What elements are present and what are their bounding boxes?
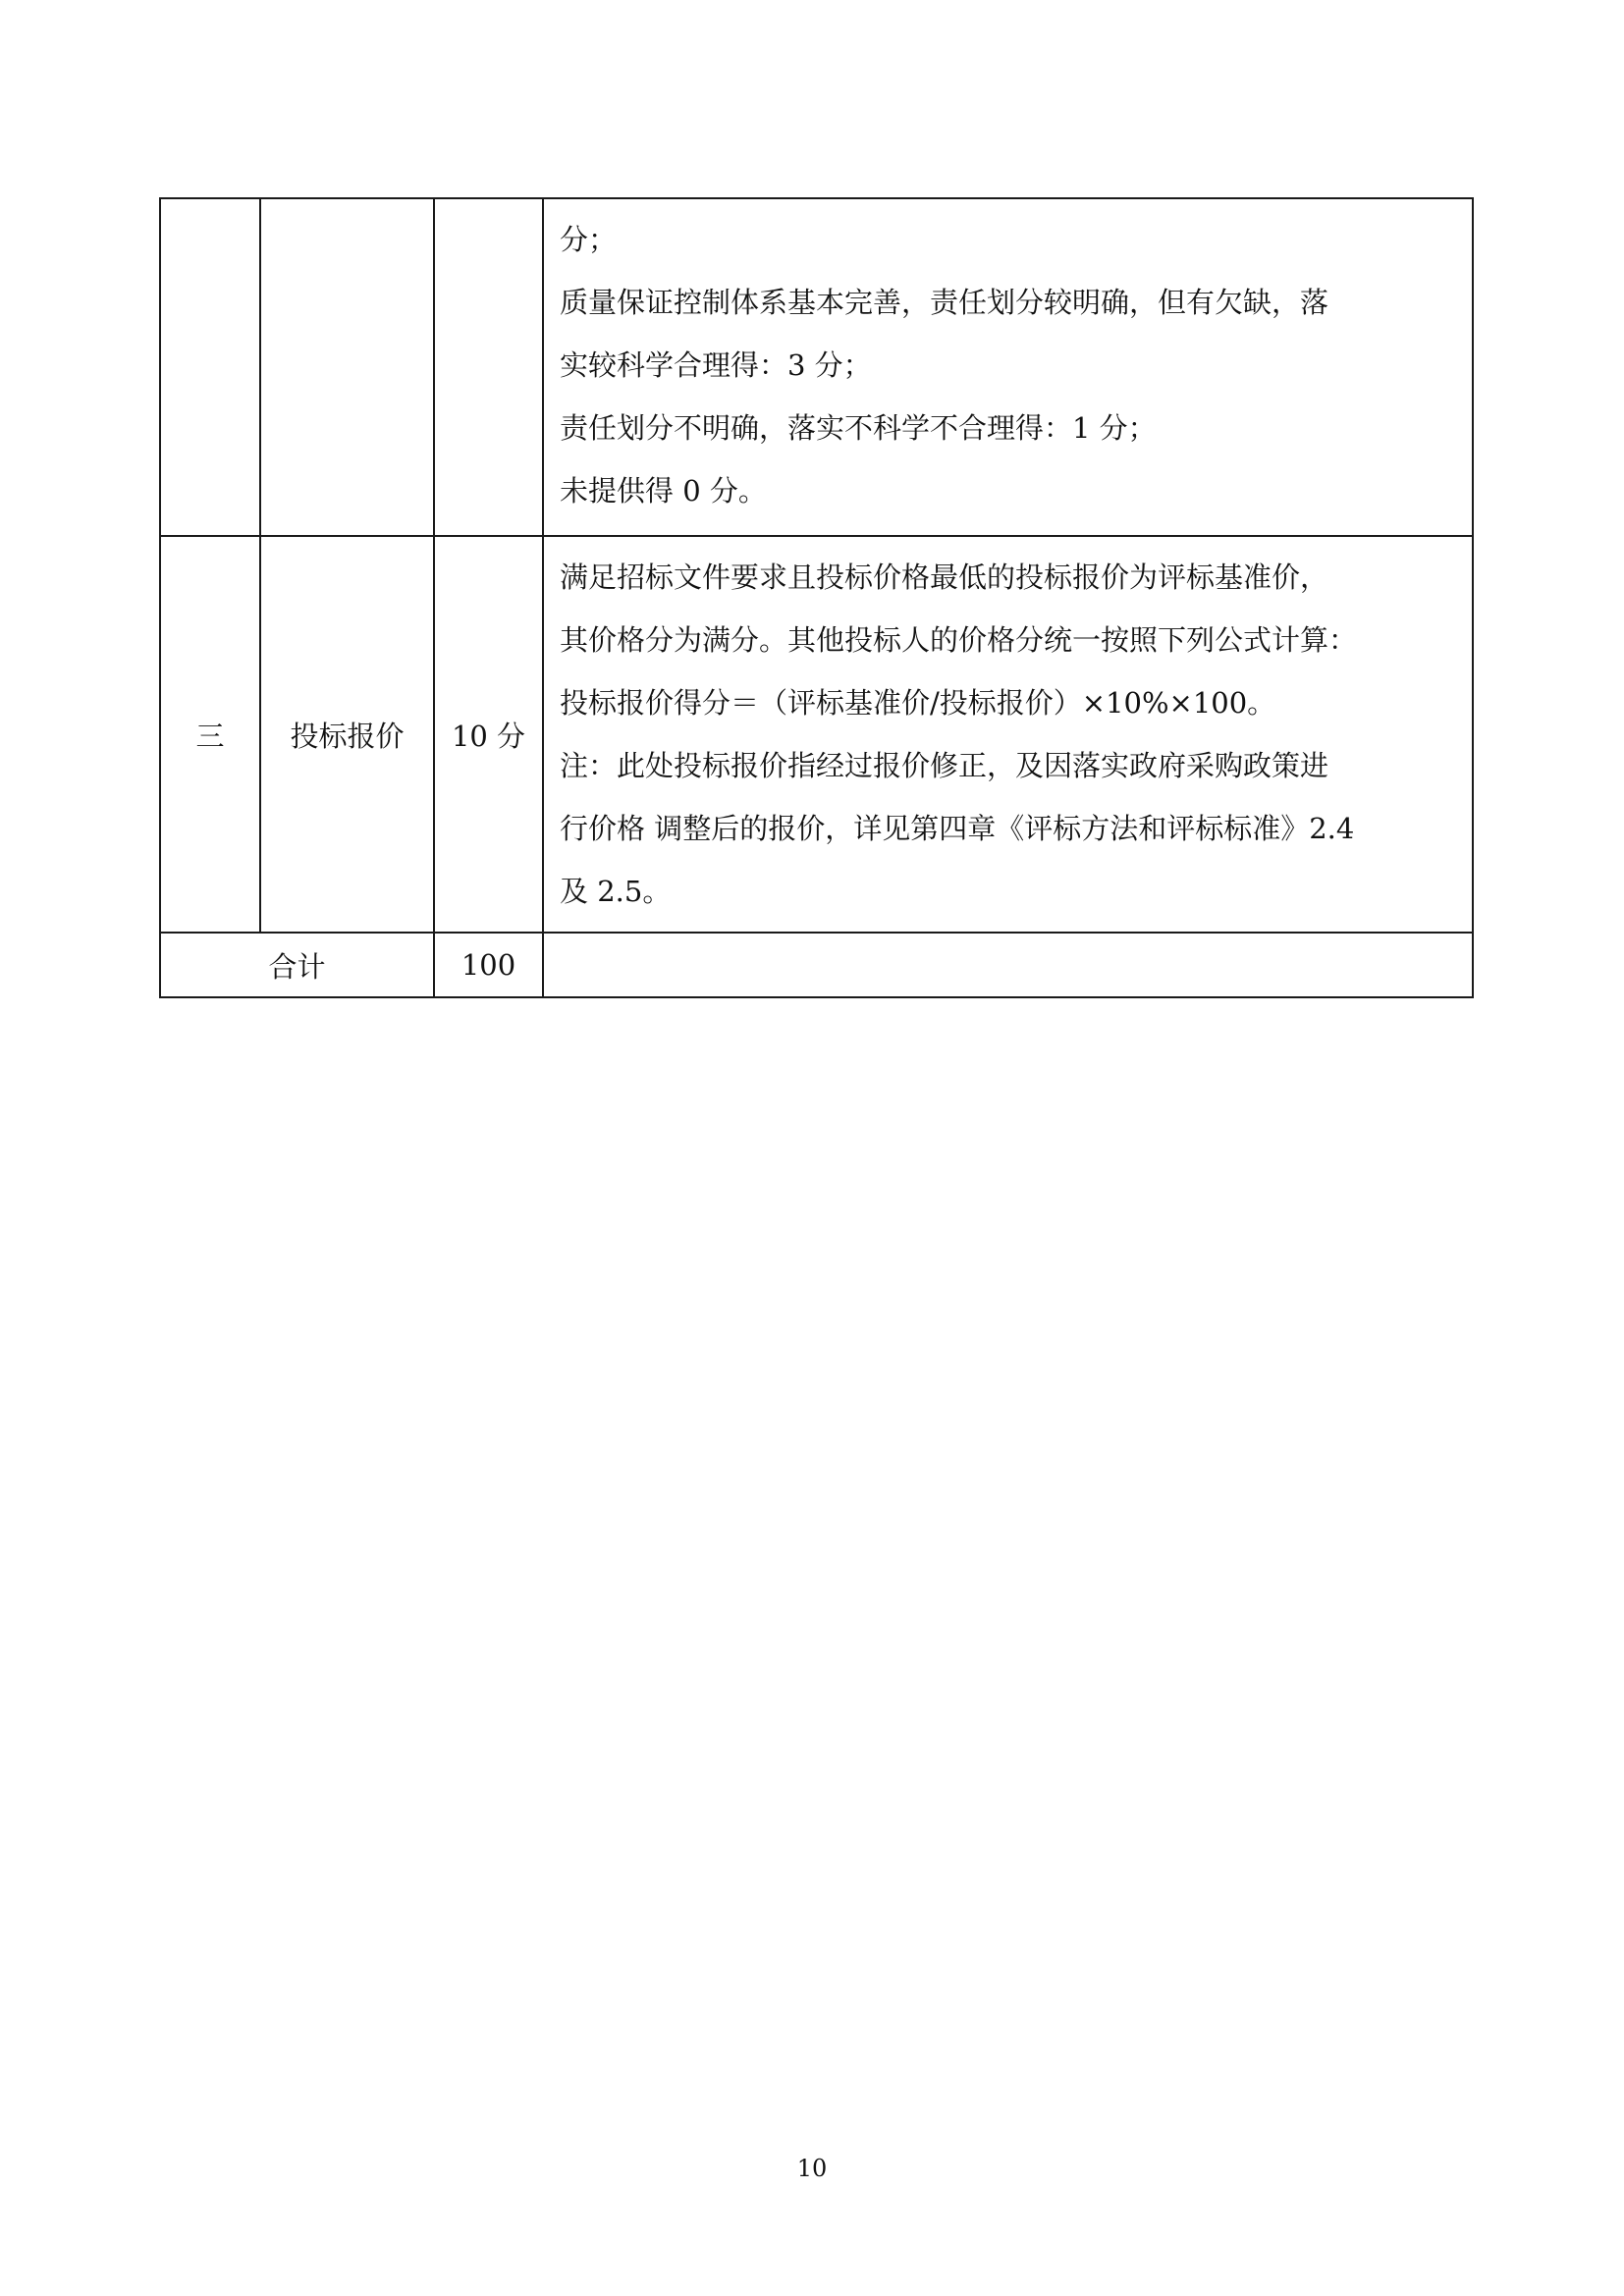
score-cell [434, 198, 543, 536]
row-number-cell: 三 [160, 536, 260, 933]
criteria-line: 责任划分不明确，落实不科学不合理得：1 分； [560, 411, 1157, 445]
criteria-line: 分； [560, 223, 618, 256]
item-cell [260, 198, 434, 536]
criteria-line: 投标报价得分＝（评标基准价/投标报价）×10%×100。 [560, 686, 1276, 720]
score-cell: 10 分 [434, 536, 543, 933]
criteria-line: 未提供得 0 分。 [560, 474, 767, 507]
scoring-table [159, 197, 1474, 998]
criteria-line: 及 2.5。 [560, 875, 672, 908]
total-score: 100 [434, 933, 543, 997]
criteria-line: 实较科学合理得：3 分； [560, 348, 872, 382]
criteria-cell [543, 536, 1473, 933]
total-label: 合计 [160, 933, 434, 997]
total-criteria-cell [543, 933, 1473, 997]
criteria-line: 注：此处投标报价指经过报价修正，及因落实政府采购政策进 [560, 749, 1329, 782]
page-number: 10 [796, 2155, 828, 2182]
table-row [160, 198, 1473, 536]
criteria-line: 其价格分为满分。其他投标人的价格分统一按照下列公式计算： [560, 623, 1358, 657]
criteria-cell [543, 198, 1473, 536]
table-row [160, 536, 1473, 933]
row-number-cell [160, 198, 260, 536]
item-cell: 投标报价 [260, 536, 434, 933]
criteria-line: 行价格 调整后的报价，详见第四章《评标方法和评标标准》2.4 [560, 812, 1355, 845]
criteria-line: 满足招标文件要求且投标价格最低的投标报价为评标基准价， [560, 561, 1329, 594]
criteria-line: 质量保证控制体系基本完善，责任划分较明确，但有欠缺，落 [560, 286, 1329, 319]
total-row [160, 933, 1473, 997]
